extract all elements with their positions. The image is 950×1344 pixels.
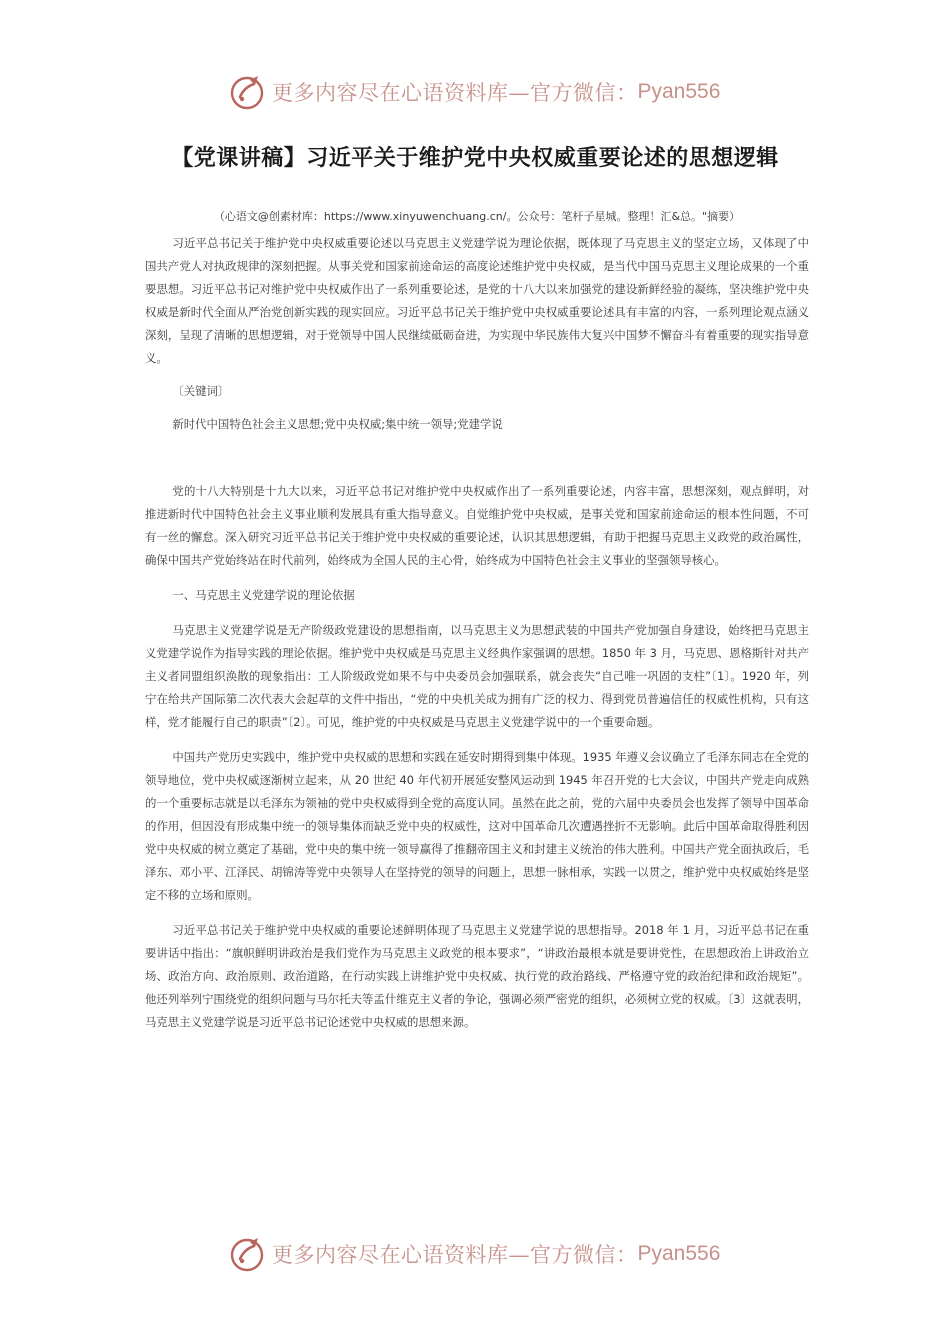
source-line: （心语文@创素材库：https://www.xinyuwenchuang.cn/。公众号：笔杆子星城。整理！汇&总。"摘要） [213, 210, 741, 223]
watermark-text: 更多内容尽在心语资料库—官方微信： [272, 81, 638, 105]
keywords-label: 〔关键词〕 [172, 384, 230, 398]
pen-circle-icon [228, 72, 268, 112]
watermark-banner-bottom [0, 1232, 950, 1276]
wechat-id: Pyan556 [637, 1242, 721, 1265]
abstract-paragraph: 习近平总书记关于维护党中央权威重要论述以马克思主义党建学说为理论依据，既体现了马克思主义的坚定立场，又体现了中国共产党人对执政规律的深刻把握。从事关党和国家前途命运的高度论述维护党中央权威，是当代中国马克思主义理论成果的一个重要思想。习近平总书记对维护党中央权威作出了一系列重要论述，是党的十八大以来加强党的建设新鲜经验的凝练，坚决维护党中央权威是新时代全面从严治党创新实践的现实回应。习近平总书记关于维护党中央权威重要论述具有丰富的内容，一系列理论观点涵义深刻，呈现了清晰的思想逻辑，对于党领导中国人民继续砥砺奋进，为实现中华民族伟大复兴中国梦不懈奋斗有着重要的现实指导意义。 [145, 236, 809, 365]
watermark-text: 更多内容尽在心语资料库—官方微信： [272, 1243, 638, 1267]
body-paragraph-2: 中国共产党历史实践中，维护党中央权威的思想和实践在延安时期得到集中体现。1935 年遵义会议确立了毛泽东同志在全党的领导地位，党中央权威逐渐树立起来，从 20 世纪 40 年代初开展延安整风运动到 1945 年召开党的七大会议，中国共产党走向成熟的一个重要标志就是以毛泽东为领袖的党中央权威得到全党的高度认同。虽然在此之前，党的六届中央委员会也发挥了领导中国革命的作用，但因没有形成集中统一的领导集体而缺乏党中央的权威性，这对中国革命几次遭遇挫折不无影响。此后中国革命取得胜利因党中央权威的树立奠定了基础，党中央的集中统一领导赢得了推翻帝国主义和封建主义统治的伟大胜利。中国共产党全面执政后，毛泽东、邓小平、江泽民、胡锦涛等党中央领导人在坚持党的领导的问题上，思想一脉相承，实践一以贯之，维护党中央权威始终是坚定不移的立场和原则。 [145, 750, 809, 902]
intro-paragraph: 党的十八大特别是十九大以来，习近平总书记对维护党中央权威作出了一系列重要论述，内容丰富，思想深刻，观点鲜明，对推进新时代中国特色社会主义事业顺利发展具有重大指导意义。自觉维护党中央权威，是事关党和国家前途命运的根本性问题，不可有一丝的懈怠。深入研究习近平总书记关于维护党中央权威的重要论述，认识其思想逻辑，有助于把握马克思主义政党的政治属性，确保中国共产党始终站在时代前列，始终成为全国人民的主心骨，始终成为中国特色社会主义事业的坚强领导核心。 [145, 484, 809, 567]
section-heading: 一、马克思主义党建学说的理论依据 [172, 588, 355, 602]
pen-circle-icon [228, 1234, 268, 1274]
body-paragraph-3: 习近平总书记关于维护党中央权威的重要论述鲜明体现了马克思主义党建学说的思想指导。2018 年 1 月，习近平总书记在重要讲话中指出：“旗帜鲜明讲政治是我们党作为马克思主义政党的根本要求”，“讲政治最根本就是要讲党性，在思想政治上讲政治立场、政治方向、政治原则、政治道路，在行动实践上讲维护党中央权威、执行党的政治路线、严格遵守党的政治纪律和政治规矩”。他还列举列宁围绕党的组织问题与马尔托夫等孟什维克主义者的争论，强调必须严密党的组织，必须树立党的权威。〔3〕这就表明，马克思主义党建学说是习近平总书记论述党中央权威的思想来源。 [145, 923, 809, 1029]
document-title: 【党课讲稿】习近平关于维护党中央权威重要论述的思想逻辑 [171, 146, 779, 171]
watermark-banner-top [0, 70, 950, 114]
keywords: 新时代中国特色社会主义思想;党中央权威;集中统一领导;党建学说 [172, 417, 503, 431]
body-paragraph-1: 马克思主义党建学说是无产阶级政党建设的思想指南，以马克思主义为思想武装的中国共产党加强自身建设，始终把马克思主义党建学说作为指导实践的理论依据。维护党中央权威是马克思主义经典作家强调的思想。1850 年 3 月，马克思、恩格斯针对共产主义者同盟组织涣散的现象指出：工人阶级政党如果不与中央委员会加强联系，就会丧失“自己唯一巩固的支柱”〔1〕。1920 年，列宁在给共产国际第二次代表大会起草的文件中指出，“党的中央机关成为拥有广泛的权力、得到党员普遍信任的权威性机构，只有这样，党才能履行自己的职责”〔2〕。可见，维护党的中央权威是马克思主义党建学说中的一个重要命题。 [145, 623, 809, 729]
document-body [145, 205, 809, 1046]
wechat-id: Pyan556 [637, 80, 721, 103]
